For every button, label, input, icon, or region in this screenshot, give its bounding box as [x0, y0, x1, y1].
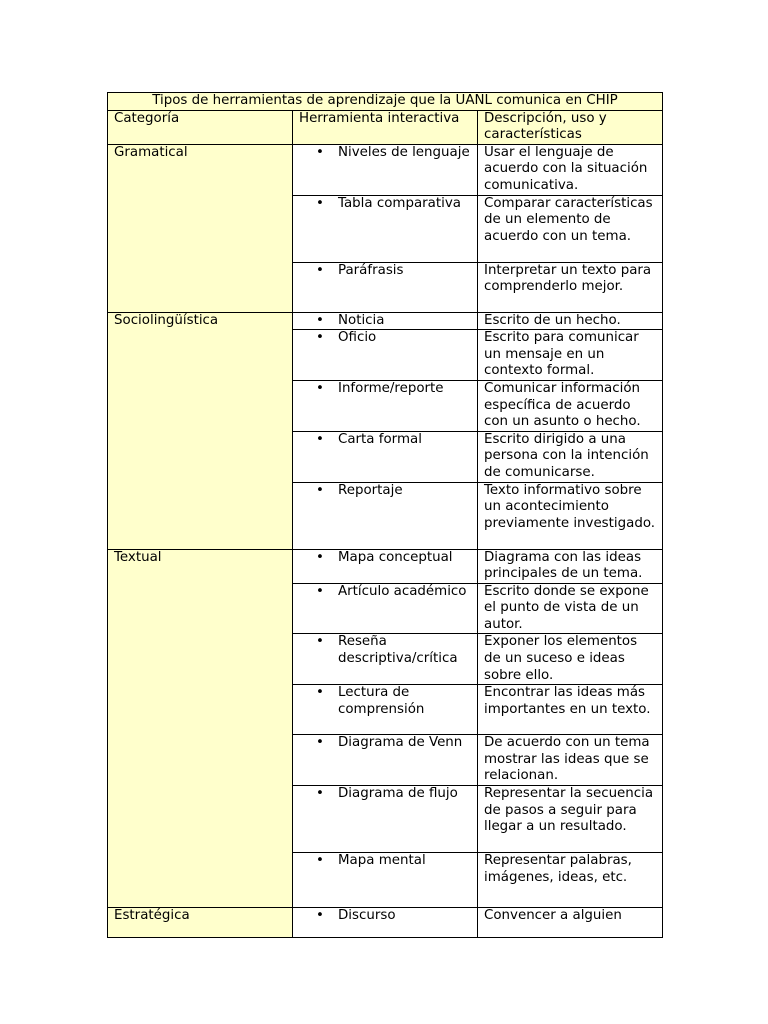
tool-cell [293, 312, 478, 330]
bullet-icon: • [316, 330, 324, 346]
tool-cell [293, 195, 478, 262]
description-cell: Convencer a alguien [478, 908, 663, 938]
bullet-icon: • [316, 908, 324, 924]
bullet-icon: • [316, 262, 324, 278]
description-cell: Comunicar información específica de acuerdo con un asunto o hecho. [478, 380, 663, 431]
tool-cell [293, 262, 478, 312]
table-row [108, 549, 663, 583]
bullet-icon: • [316, 431, 324, 447]
tool-label: Oficio [338, 330, 377, 346]
category-cell: Textual [108, 549, 293, 908]
description-cell: Representar palabras, imágenes, ideas, etc. [478, 853, 663, 908]
tool-label: Noticia [338, 312, 385, 328]
header-categoria: Categoría [108, 110, 293, 144]
tool-cell [293, 482, 478, 549]
bullet-icon: • [316, 853, 324, 869]
tool-label: Discurso [338, 908, 396, 924]
header-herramienta: Herramienta interactiva [293, 110, 478, 144]
tool-label: Informe/reporte [338, 380, 444, 396]
tool-cell [293, 380, 478, 431]
table-row [108, 908, 663, 938]
tool-label: Reportaje [338, 482, 403, 498]
tool-label: Lectura de comprensión [338, 685, 425, 717]
header-row [108, 110, 663, 144]
category-cell: Estratégica [108, 908, 293, 938]
bullet-icon: • [316, 312, 324, 328]
tool-label: Diagrama de flujo [338, 786, 458, 802]
description-cell: Exponer los elementos de un suceso e ideas sobre ello. [478, 634, 663, 685]
bullet-icon: • [316, 549, 324, 565]
description-cell: Texto informativo sobre un acontecimiento previamente investigado. [478, 482, 663, 549]
tool-label: Mapa mental [338, 853, 426, 869]
description-cell: Usar el lenguaje de acuerdo con la situación comunicativa. [478, 144, 663, 195]
bullet-icon: • [316, 195, 324, 211]
header-descripcion: Descripción, uso y características [478, 110, 663, 144]
bullet-icon: • [316, 685, 324, 701]
tool-cell [293, 634, 478, 685]
bullet-icon: • [316, 380, 324, 396]
bullet-icon: • [316, 482, 324, 498]
description-cell: Diagrama con las ideas principales de un tema. [478, 549, 663, 583]
tool-cell [293, 908, 478, 938]
description-cell: Representar la secuencia de pasos a seguir para llegar a un resultado. [478, 786, 663, 853]
table-row [108, 144, 663, 195]
tool-label: Artículo académico [338, 583, 467, 599]
bullet-icon: • [316, 735, 324, 751]
tool-cell [293, 144, 478, 195]
tool-cell [293, 853, 478, 908]
description-cell: Escrito para comunicar un mensaje en un contexto formal. [478, 330, 663, 381]
tool-cell [293, 735, 478, 786]
description-cell: Escrito de un hecho. [478, 312, 663, 330]
title-row [108, 93, 663, 111]
tool-cell [293, 330, 478, 381]
description-cell: Escrito donde se expone el punto de vista de un autor. [478, 583, 663, 634]
table-title: Tipos de herramientas de aprendizaje que la UANL comunica en CHIP [108, 93, 663, 111]
tool-cell [293, 431, 478, 482]
tool-label: Mapa conceptual [338, 549, 453, 565]
category-cell: Gramatical [108, 144, 293, 312]
bullet-icon: • [316, 786, 324, 802]
tool-label: Tabla comparativa [338, 195, 461, 211]
description-cell: Encontrar las ideas más importantes en un texto. [478, 685, 663, 735]
tool-label: Niveles de lenguaje [338, 144, 470, 160]
category-cell: Sociolingüística [108, 312, 293, 549]
tool-cell [293, 786, 478, 853]
description-cell: Comparar características de un elemento de acuerdo con un tema. [478, 195, 663, 262]
tool-cell [293, 549, 478, 583]
bullet-icon: • [316, 634, 324, 650]
description-cell: De acuerdo con un tema mostrar las ideas que se relacionan. [478, 735, 663, 786]
bullet-icon: • [316, 583, 324, 599]
tool-label: Diagrama de Venn [338, 735, 463, 751]
tools-table [107, 92, 663, 938]
tool-label: Carta formal [338, 431, 422, 447]
description-cell: Interpretar un texto para comprenderlo mejor. [478, 262, 663, 312]
description-cell: Escrito dirigido a una persona con la intención de comunicarse. [478, 431, 663, 482]
tool-cell [293, 685, 478, 735]
bullet-icon: • [316, 144, 324, 160]
tool-cell [293, 583, 478, 634]
tool-label: Paráfrasis [338, 262, 404, 278]
tool-label: Reseña descriptiva/crítica [338, 634, 458, 667]
table-row [108, 312, 663, 330]
